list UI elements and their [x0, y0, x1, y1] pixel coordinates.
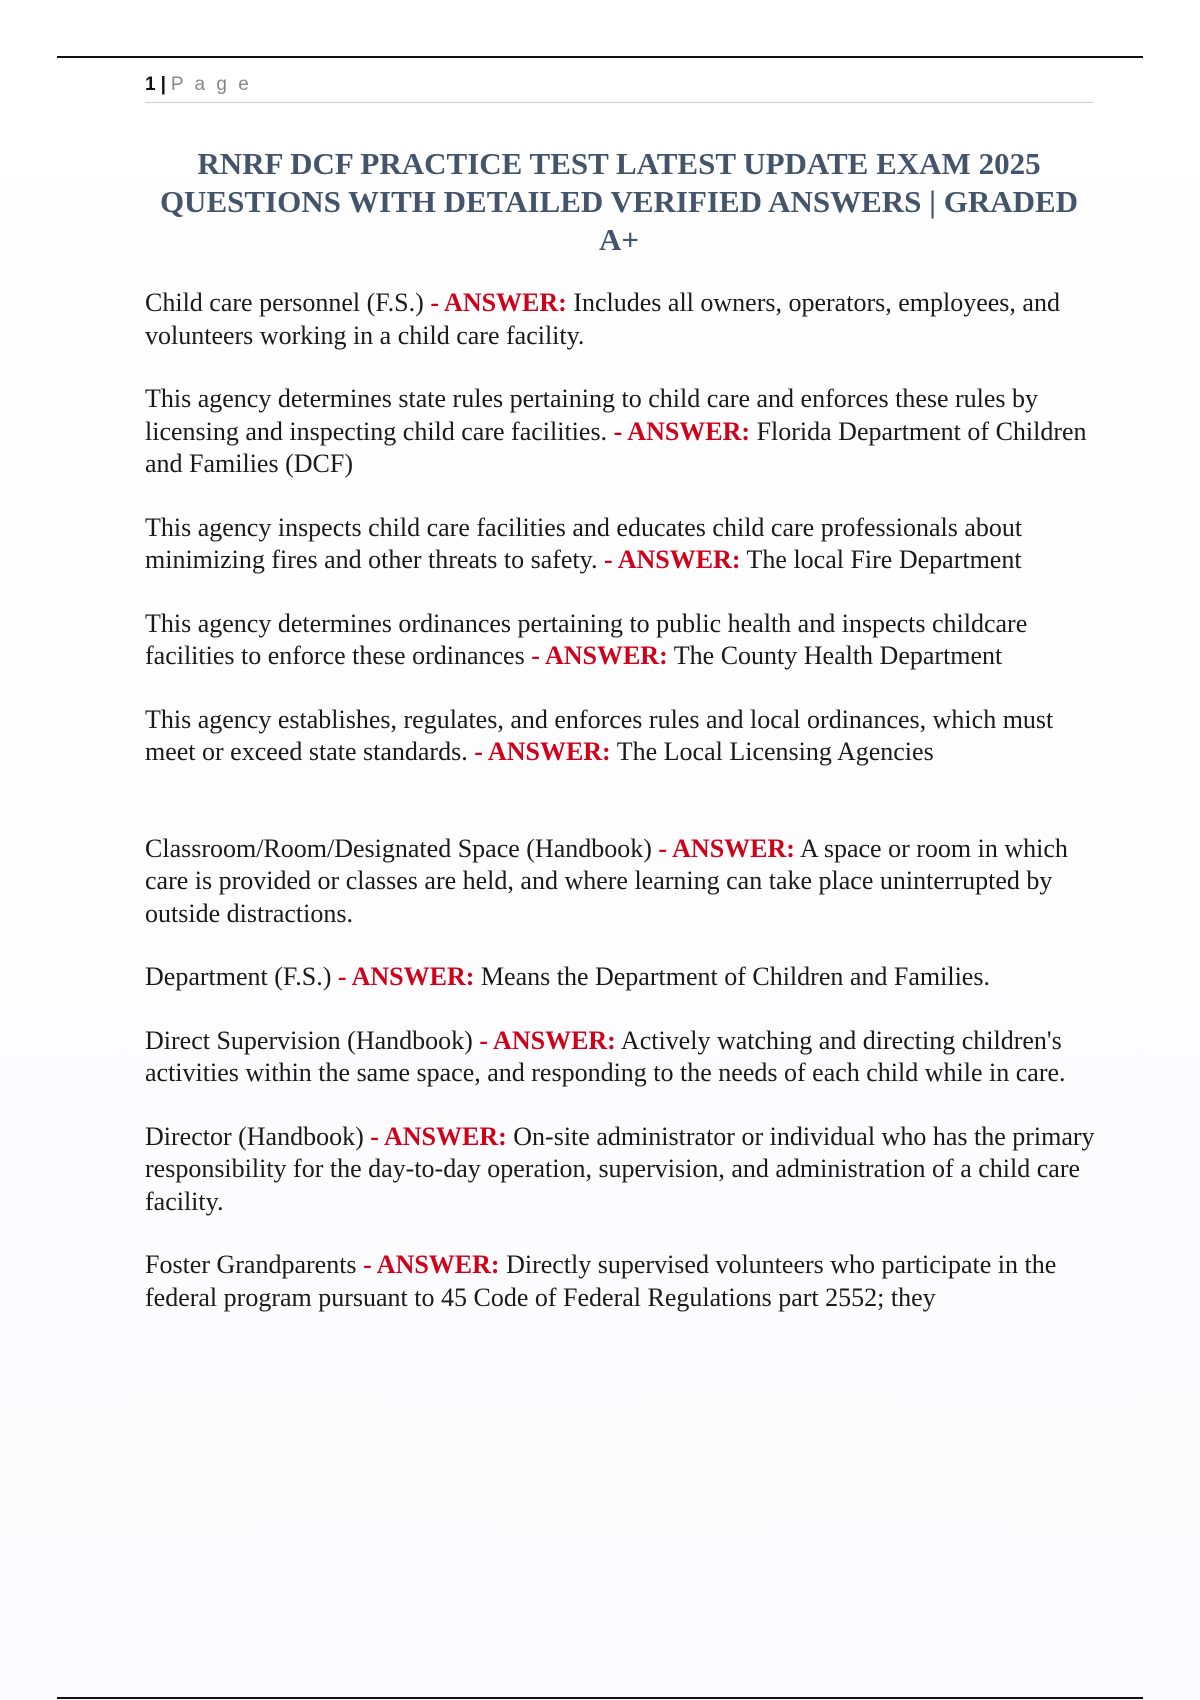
qa-item: [145, 383, 1095, 481]
document-title: RNRF DCF PRACTICE TEST LATEST UPDATE EXAM 2025 QUESTIONS WITH DETAILED VERIFIED ANSWERS | GRADED A+: [159, 146, 1079, 257]
answer-text: The Local Licensing Agencies: [616, 737, 934, 766]
answer-text: Directly supervised volunteers who participate in the federal program pursuant to 45 Code of Federal Regulations part 2552; they: [145, 1250, 1057, 1312]
answer-marker: - ANSWER:: [603, 545, 741, 574]
answer-text: The local Fire Department: [746, 545, 1022, 574]
answer-text: Includes all owners, operators, employees, and volunteers working in a child care facility.: [145, 288, 1060, 350]
question-text: This agency inspects child care facilities and educates child care professionals about minimizing fires and other threats to safety.: [145, 512, 1023, 574]
answer-marker: - ANSWER:: [363, 1250, 500, 1279]
question-text: Department (F.S.): [145, 962, 332, 991]
page-separator: |: [160, 74, 167, 95]
qa-item: [145, 1121, 1095, 1219]
answer-text: Actively watching and directing children's activities within the same space, and responding to the needs of each child while in care.: [145, 1025, 1066, 1087]
answer-marker: - ANSWER:: [479, 1025, 616, 1055]
page-header: [145, 74, 1093, 103]
answer-text: Means the Department of Children and Families.: [480, 962, 990, 991]
answer-marker: - ANSWER:: [430, 288, 567, 317]
answer-marker: - ANSWER:: [613, 416, 751, 446]
top-rule: [57, 56, 1143, 58]
answer-text: A space or room in which care is provided or classes are held, and where learning can take place uninterrupted by outside distractions.: [145, 833, 1068, 928]
answer-text: On-site administrator or individual who has the primary responsibility for the day-to-day operation, supervision, and administration of a child care facility.: [145, 1121, 1095, 1216]
question-text: Child care personnel (F.S.): [145, 288, 424, 317]
answer-text: Florida Department of Children and Families (DCF): [145, 416, 1087, 478]
qa-item: [145, 961, 1095, 994]
qa-item: [145, 1025, 1095, 1090]
qa-item: [145, 608, 1095, 673]
question-text: This agency determines state rules pertaining to child care and enforces these rules by licensing and inspecting child care facilities.: [145, 384, 1039, 446]
question-text: Classroom/Room/Designated Space (Handbook): [145, 833, 652, 863]
answer-text: The County Health Department: [673, 641, 1003, 670]
qa-item: [145, 1249, 1095, 1314]
answer-marker: - ANSWER:: [370, 1121, 507, 1151]
answer-marker: - ANSWER:: [337, 962, 475, 991]
question-text: This agency determines ordinances pertaining to public health and inspects childcare facilities to enforce these ordinances: [145, 608, 1028, 670]
answer-marker: - ANSWER:: [531, 641, 668, 670]
answer-marker: - ANSWER:: [658, 833, 795, 863]
page-number: 1: [145, 74, 157, 95]
answer-marker: - ANSWER:: [474, 737, 611, 766]
question-text: Direct Supervision (Handbook): [145, 1025, 473, 1055]
qa-item: [145, 287, 1095, 352]
question-text: This agency establishes, regulates, and enforces rules and local ordinances, which must meet or exceed state standards.: [145, 704, 1054, 766]
bottom-rule: [57, 1697, 1143, 1699]
qa-item: [145, 833, 1095, 931]
qa-list: [145, 287, 1095, 1345]
question-text: Foster Grandparents: [145, 1250, 357, 1279]
qa-item: [145, 704, 1095, 769]
qa-item: [145, 512, 1095, 577]
page-word: P a g e: [170, 74, 252, 95]
question-text: Director (Handbook): [145, 1121, 364, 1151]
